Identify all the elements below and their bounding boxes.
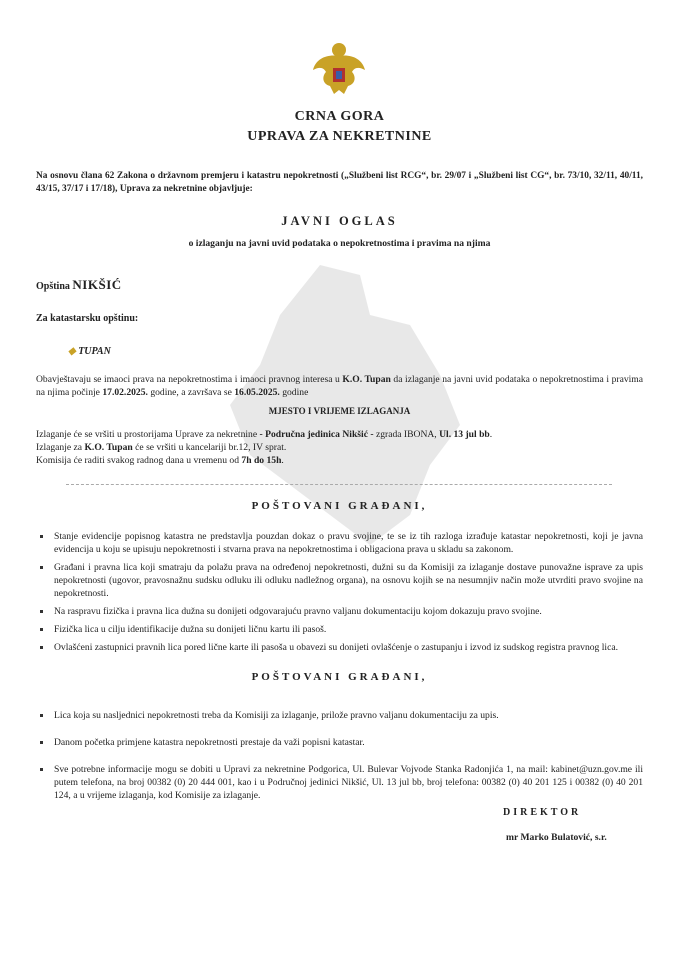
signature-role: DIREKTOR [503,807,582,818]
intro-text: Na osnovu člana 62 Zakona o državnom premjeru i katastru nepokretnosti („Službeni list RCG“, br. 29/07 i „Službeni list CG“, br. 73/10, 32/11, 40/11, 43/15, 37/17 i 17/18), Uprava za nekretnine objavljuje: [36,171,643,194]
list-item: Sve potrebne informacije mogu se dobiti u Upravi za nekretnine Podgorica, Ul. Bulevar Vojvode Stanka Radonjića 1, na mail: kabinet@uzn.gov.me ili putem telefona, na broj 00382 (0) 20 444 001, kao i u Područnoj jedinici Nikšić, Ul. 13 jul bb, broj telefona: 00382 (0) 40 201 125 i 00382 (0) 40 201 124, a u vrijeme izlaganja, kod Komisije za izlaganje. [36,763,643,802]
header-country: CRNA GORA [294,109,385,124]
greeting-1: POŠTOVANI GRAĐANI, [251,500,428,512]
cadastral-item [68,346,111,357]
header-institution: UPRAVA ZA NEKRETNINE [247,129,432,144]
cadastral-label: Za katastarsku opštinu: [36,313,139,324]
list-item: Danom početka primjene katastra nepokretnosti prestaje da važi popisni katastar. [36,736,643,749]
divider [66,484,612,485]
bullet-list-1 [36,530,643,654]
list-item: Fizička lica u cilju identifikacije dužna su donijeti ličnu kartu ili pasoš. [36,623,643,636]
list-item: Na raspravu fizička i pravna lica dužna su donijeti odgovarajuću pravno valjanu dokumentaciju kojom dokazuju pravo svojine. [36,605,643,618]
list-item: Ovlašćeni zastupnici pravnih lica pored lične karte ili pasoša u obavezi su donijeti ovlašćenje o zastupanju i izvod iz sudskog registra pravnog lica. [36,641,643,654]
signature-name: mr Marko Bulatović, s.r. [506,832,607,843]
place-heading: MJESTO I VRIJEME IZLAGANJA [268,406,411,416]
notice-title: JAVNI OGLAS [281,214,398,228]
municipality-label: Opština [36,281,70,292]
notice-paragraph: Obavještavaju se imaoci prava na nepokretnostima i imaoci pravnog interesa u K.O. Tupan da izlaganje na javni uvid podataka o nepokretnostima i pravima na njima počinje 17.02.2025. godine, a završava se 16.05.2025. godine [36,374,644,398]
bullet-list-2 [36,709,643,802]
greeting-2: POŠTOVANI GRAĐANI, [251,671,428,683]
municipality-name: NIKŠIĆ [72,277,122,292]
list-item: Lica koja su nasljednici nepokretnosti treba da Komisiji za izlaganje, prilože pravno valjanu dokumentaciju za upis. [36,709,643,722]
place-details: Izlaganje će se vršiti u prostorijama Uprave za nekretnine - Područna jedinica Nikšić - zgrada IBONA, Ul. 13 jul bb. Izlaganje za K.O. Tupan će se vršiti u kancelariji br.12, IV sprat. Komisija će raditi svakog radnog dana u vremenu od 7h do 15h. [36,429,493,466]
list-item: Građani i pravna lica koji smatraju da polažu prava na određenoj nepokretnosti, dužni su da Komisiji za izlaganje dostave punovažne isprave za upis nepokretnosti (ugovor, pravosnažnu sudsku odluku ili odluku nadležnog organa), na osnovu kojih se na nesumnjiv način može utvrditi pravo svojine na nepokretnosti. [36,561,643,600]
list-item: Stanje evidencije popisnog katastra ne predstavlja pouzdan dokaz o pravu svojine, te se iz tih razloga izrađuje katastar nepokretnosti, koji je javna evidencija u koju se upisuju nepokretnosti i stvarna prava na nepokretnostima i obligaciona prava u skladu sa zakonom. [36,530,643,556]
municipality [36,277,122,293]
pointer-icon: ◆ [68,346,76,357]
cadastral-name: TUPAN [78,346,111,357]
notice-subtitle: o izlaganju na javni uvid podataka o nepokretnostima i pravima na njima [188,238,491,249]
coat-of-arms-icon [310,40,368,100]
